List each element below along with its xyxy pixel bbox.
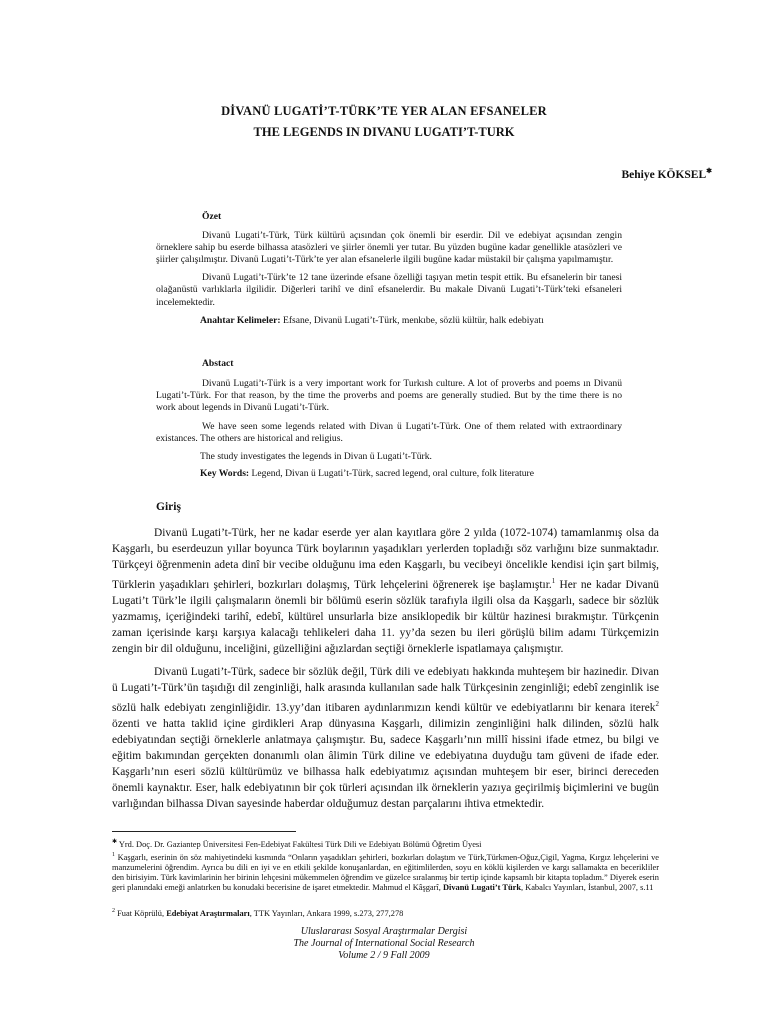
section-heading-giris: Giriş xyxy=(156,501,181,513)
abstract-keywords-text: Legend, Divan ü Lugati’t-Türk, sacred legend, oral culture, folk literature xyxy=(249,467,535,479)
journal-name-turkish: Uluslararası Sosyal Araştırmalar Dergisi xyxy=(300,926,468,937)
body-paragraph-2 xyxy=(112,664,659,813)
footnote-author-mark: ✱ xyxy=(112,839,118,845)
ozet-keywords xyxy=(156,315,622,327)
paper-title-english: THE LEGENDS IN DIVANU LUGATI’T-TURK xyxy=(253,125,515,139)
footnote-1 xyxy=(112,850,659,894)
footnote-1-book-title: Divanü Lugati’t Türk xyxy=(440,883,521,893)
abstract-section xyxy=(156,358,622,480)
body-paragraph-1-part-a: Divanü Lugati’t-Türk, her ne kadar eserde yer alan kayıtlara göre 2 yılda (1072-1074) tamamlanmış olsa da Kaşgarlı, bu eserdeuzun yıllar boyunca Türk boylarının yaşadıkları yerlerden topladığı söz varlığını bize sunmaktadır. Türkçeyi öğrenmenin adeta dinî bir vecibe olduğunu ima eden Kaşgarlı, bu vecibeyi öncelikle kendisi için şart bilmiş, Türklerin yaşadıkları şehirleri, bozkırları dolaşmış, Türk lehçelerini öğrenerek işe başlamıştır. xyxy=(112,527,659,592)
ozet-heading: Özet xyxy=(202,211,222,222)
abstract-paragraph-2: We have seen some legends related with Divan ü Lugati’t-Türk. One of them related with extraordinary existances. The others are historical and religius. xyxy=(156,421,622,445)
footnote-1-text: Kaşgarlı, eserinin ön söz mahiyetindeki kısmında “Onların yaşadıkları şehirleri, bozkırları dolaştım ve Türk,Türkmen-Oğuz,Çigil, Yagma, Kırgız lehçelerini ve manzumelerini öğrendim. Ayrıca bu dili en iyi ve en etkili şekilde konuşanlardan, en eğitimlilerden, soyu en köklü kişilerden ve kargı sallamakta en becerikliler den birisiyim. Türk kavimlarinin her birinin lehçesini mükemmelen öğrendim ve güzelce sıralanmış bir tertip içinde kapsamlı bir kitapta topladım.” Diyerek eserin geri planındaki emeği anlatırken bu konudaki becerisine de işaret etmektedir. Mahmud el Kâşgarî, xyxy=(112,852,659,893)
journal-volume: Volume 2 / 9 Fall 2009 xyxy=(338,950,430,961)
body-paragraph-1 xyxy=(112,525,659,658)
footnote-1-mark: 1 xyxy=(112,852,115,858)
abstract-paragraph-3: The study investigates the legends in Divan ü Lugati’t-Türk. xyxy=(200,450,432,462)
body-paragraph-2-part-a: Divanü Lugati’t-Türk, sadece bir sözlük değil, Türk dili ve edebiyatı hakkında muhteşem bir hazinedir. Divan ü Lugati’t-Türk’ün taşıdığı dil zenginliği, halk arasında kullanılan sade halk Türkçesinin zenginliği; edebî zenginlik ise sözlü halk edebiyatı zenginliğidir. 13.yy’dan itibaren aydınlarımızın kendi kültür ve edebiyatlarını bir kenara iterek xyxy=(112,665,659,714)
journal-name-english: The Journal of International Social Research xyxy=(293,938,475,949)
abstract-paragraph-1: Divanü Lugati’t-Türk is a very important work for Turkısh culture. A lot of proverbs and poems ın Divanü Lugati’t-Türk. For that reason, by the time the proverbs and poems are generally studied. But by the time there is no work about legends in Divanü Lugati’t-Türk. xyxy=(156,378,622,414)
footnote-author-text: Yrd. Doç. Dr. Gaziantep Üniversitesi Fen-Edebiyat Fakültesi Türk Dili ve Edebiyatı Bölümü Öğretim Üyesi xyxy=(117,839,482,849)
ozet-keywords-label: Anahtar Kelimeler: xyxy=(200,314,281,326)
ozet-paragraph-2: Divanü Lugati’t-Türk’te 12 tane üzerinde efsane özelliği taşıyan metin tespit ettik. Bu efsanelerin bir tanesi olağanüstü varlıklarla ilgilidir. Diğerleri tarihî ve dinî efsanelerdir. Bu makale Divanü Lugati’t-Türk’teki efsaneleri incelemektedir. xyxy=(156,272,622,308)
footnote-ref-1[interactable]: 1 xyxy=(551,577,556,586)
footnote-author xyxy=(112,837,659,850)
body-paragraph-2-part-b: özenti ve hatta taklid içine girdikleri Arap dünyasına Kaşgarlı, dilimizin zenginliğini halk dilinden, sözlü halk edebiyatından seçtiği örneklerle anlatmaya çalışmıştır. Bu, sadece Kaşgarlı’nın millî hissini ifade etmez, bu bilgi ve eğitim bakımından gerçekten donanımlı olan âlimin Türk diline ve edebiyatına duyduğu tam güveni de ifade eder. Kaşgarlı’nın eseri sözlü kültürümüz ve bilhassa halk edebiyatımız açısından muhteşem bir eser, birinci dereceden önemli kaynaktır. Eser, halk edebiyatının bir çok türleri açısından ilk örneklerin yazıya geçirilmiş biçimlerini ve bugün varlığından bilhassa Divan sayesinde haberdar olduğumuz destan parçalarını ihtiva etmektedir. xyxy=(112,717,659,811)
abstract-heading: Abstact xyxy=(202,358,234,369)
footnote-2-citation: , TTK Yayınları, Ankara 1999, s.273, 277,278 xyxy=(249,908,404,918)
abstract-keywords-label: Key Words: xyxy=(200,467,250,479)
body-text xyxy=(112,525,659,812)
footnote-1-citation: , Kabalcı Yayınları, İstanbul, 2007, s.11 xyxy=(520,883,654,893)
author-name xyxy=(621,167,712,181)
ozet-section xyxy=(156,211,622,327)
ozet-paragraph-1: Divanü Lugati’t-Türk, Türk kültürü açısından çok önemli bir eserdir. Dil ve edebiyat açısından zengin örneklere sahip bu eserde bilhassa atasözleri ve şiirler önemli yer tutar. Bu yüzden bugüne kadar genellikle atasözleri ve şiirler çalışılmıştır. Divanü Lugati’t-Türk’te yer alan efsanelerle ilgili bugüne kadar müstakil bir çalışma yapılmamıştır. xyxy=(156,230,622,266)
footnote-2-text: Fuat Köprülü, xyxy=(115,908,165,918)
ozet-keywords-text: Efsane, Divanü Lugati’t-Türk, menkıbe, sözlü kültür, halk edebiyatı xyxy=(280,314,544,326)
journal-footer xyxy=(0,926,768,962)
author-footnote-mark: ✱ xyxy=(706,167,712,175)
footnote-2-mark: 2 xyxy=(112,908,115,914)
paper-title-turkish: DİVANÜ LUGATİ’T-TÜRK’TE YER ALAN EFSANELER xyxy=(221,104,547,118)
footnote-ref-2[interactable]: 2 xyxy=(655,699,659,708)
body-paragraph-1-part-b: Her ne kadar Divanü Lugati’t Türk’le ilgili çalışmaların önemli bir bölümü eserin sözlük tarafıyla ilgili olsa da Kaşgarlı, sadece bir sözlük yazmamış, içeriğindeki tarihî, edebî, kültürel unsurlarla bize ansiklopedik bir kültür hazinesi bırakmıştır. Türkçenin zaman içerisinde karşı karşıya kalacağı tehlikeleri daha 11. yy’da sezen bu ileri görüşlü bilim adamı Türkçemizin zengin bir dil olduğunu, inceliğini, güzelliğini ağızlardan seçtiği örneklerle ispatlamaya çalışmıştır. xyxy=(112,579,659,656)
footnote-2-book-title: Edebiyat Araştırmaları xyxy=(164,908,250,918)
footnote-separator xyxy=(112,831,296,832)
author-name-text: Behiye KÖKSEL xyxy=(621,168,707,181)
abstract-keywords xyxy=(156,468,622,480)
footnote-2 xyxy=(112,906,659,919)
